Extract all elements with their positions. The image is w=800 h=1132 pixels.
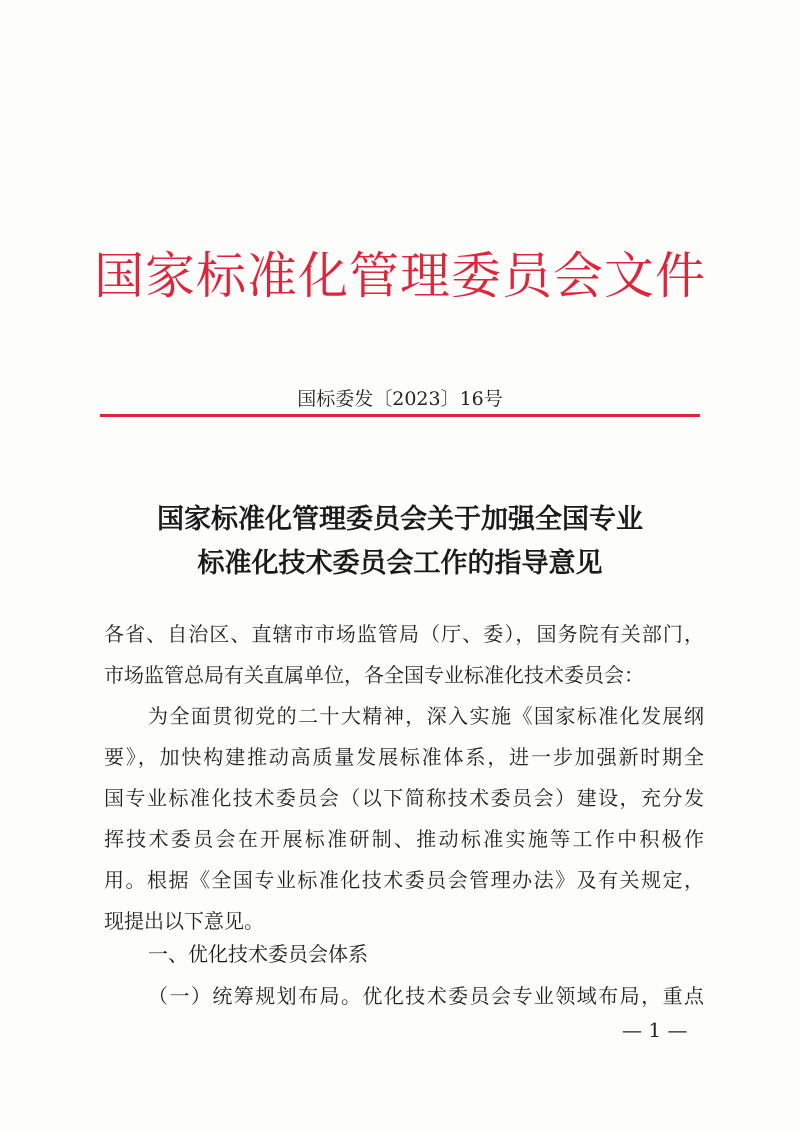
section-heading: 一、优化技术委员会体系 bbox=[148, 942, 368, 966]
paragraph-line-3: 国专业标准化技术委员会（以下简称技术委员会）建设，充分发 bbox=[104, 786, 704, 810]
paragraph-line-5: 用。根据《全国专业标准化技术委员会管理办法》及有关规定， bbox=[104, 868, 704, 892]
addressee-line-1: 各省、自治区、直辖市市场监管局（厅、委），国务院有关部门， bbox=[104, 622, 704, 646]
document-title-line-2: 标准化技术委员会工作的指导意见 bbox=[197, 548, 603, 579]
document-title-line-1: 国家标准化管理委员会关于加强全国专业 bbox=[157, 504, 643, 535]
page-number: — 1 — bbox=[622, 1018, 688, 1042]
red-divider-line bbox=[100, 414, 700, 417]
addressee-line-2: 市场监管总局有关直属单位，各全国专业标准化技术委员会： bbox=[104, 663, 644, 687]
document-body bbox=[104, 614, 704, 942]
document-title bbox=[0, 498, 800, 586]
paragraph-line-4: 挥技术委员会在开展标准研制、推动标准实施等工作中积极作 bbox=[104, 827, 704, 851]
paragraph-line-1: 为全面贯彻党的二十大精神，深入实施《国家标准化发展纲 bbox=[148, 704, 704, 728]
document-header-title: 国家标准化管理委员会文件 bbox=[94, 247, 706, 305]
paragraph-line-2: 要》，加快构建推动高质量发展标准体系，进一步加强新时期全 bbox=[104, 745, 704, 769]
subsection-line bbox=[148, 980, 704, 1009]
document-number: 国标委发〔2023〕16号 bbox=[297, 388, 503, 410]
paragraph-line-6: 现提出以下意见。 bbox=[104, 909, 264, 933]
subsection-label: （一）统筹规划布局。 bbox=[148, 984, 363, 1008]
subsection-text: 优化技术委员会专业领域布局，重点 bbox=[362, 984, 705, 1008]
